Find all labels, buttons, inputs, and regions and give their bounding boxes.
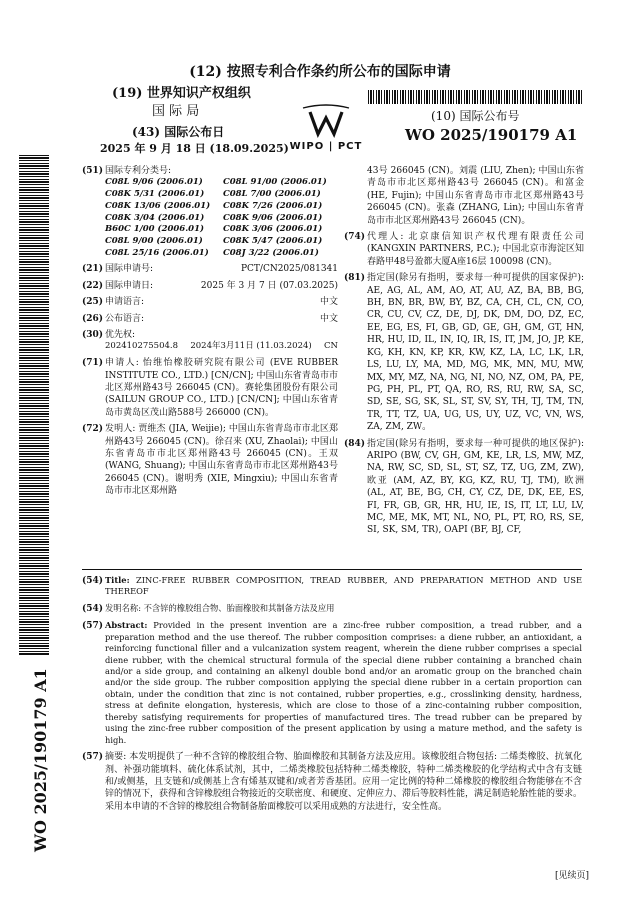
section-code: (51) [82,166,104,176]
org-name: (19) 世界知识产权组织 [112,86,251,101]
continued-note: [见续页] [555,871,590,881]
right-column [344,165,584,541]
priority-date: 2024年3月11日 (11.03.2024) [190,341,312,352]
document-heading: (12) 按照专利合作条约所公布的国际申请 [189,64,451,80]
ipc-code: C08L 7/00 (2006.01) [223,189,321,200]
filing-lang-value: 中文 [319,297,338,308]
applicants-text: 申请人: 怡维怡橡胶研究院有限公司 (EVE RUBBER INSTITUTE CO., LTD.) [CN/CN]; 中国山东省青岛市市北区郑州路43号 266045 (CN)。赛轮集团股份有限公司 (SAILUN GROUP CO., LTD.) [CN/CN]; 中国山东省青岛市黄岛区茂山路588号 266000 (CN)。 [105,358,338,418]
title-en-label: Title: [105,575,130,585]
pub-date: 2025 年 9 月 18 日 (18.09.2025) [100,141,289,155]
ipc-code: C08L 9/06 (2006.01) [105,177,203,188]
app-no-label: 国际申请号: [105,264,154,275]
section-code: (54) [82,603,104,614]
section-code: (54) [82,576,104,586]
abstract-cn-text: 摘要: 本发明提供了一种不含锌的橡胶组合物、胎面橡胶和其制备方法及应用。该橡胶组合物包括: 二烯类橡胶、抗氧化剂、补强功能填料、硫化体系试剂，其中，二烯类橡胶包括特种二烯类橡胶，特种二烯类橡胶的化学结构式中含有支链和/或侧基，且支链和/或侧基上含有烯基双键和/或者芳香基团。应用一定比例的特种二烯橡胶的橡胶组合物能够在不含锌的情况下，获得和含锌橡胶组合物接近的交联密度、和硬度、定伸应力、滞后等胶料性能，满足制造轮胎性能的要求。采用本申请的不含锌的橡胶组合物制备胎面橡胶可以采用成熟的方法进行，安全性高。 [105,752,583,812]
filing-lang-label: 申请语言: [105,297,145,308]
side-barcode [19,155,49,655]
inventors-text: 发明人: 贾维杰 (JIA, Weijie); 中国山东省青岛市市北区郑州路43号 266045 (CN)。徐召来 (XU, Zhaolai); 中国山东省青岛市市北区郑州路43号 266045 (CN)。王双 (WANG, Shuang); 中国山东省青岛市市北区郑州路43号 266045 (CN)。谢明秀 (XIE, Mingxiu); 中国山东省青岛市市北区郑州路 [105,424,338,497]
org-bureau: 国 际 局 [152,103,200,119]
ipc-code-grid [105,177,341,259]
section-code: (57) [82,621,104,632]
pub-date-label: (43) 国际公布日 [132,125,225,139]
filing-date-label: 国际申请日: [105,280,154,291]
ipc-code: C08J 3/22 (2006.01) [223,247,319,258]
divider [82,569,582,570]
agent-text: 代理人: 北京康信知识产权代理有限责任公司 (KANGXIN PARTNERS, P.C.); 中国北京市海淀区知春路甲48号盈都大厦A座16层 100098 (CN)。 [367,232,584,267]
ipc-code: C08K 13/06 (2006.01) [105,200,211,211]
left-column [82,165,338,502]
designated-national-text: 指定国(除另有指明，要求每一种可提供的国家保护): AE, AG, AL, AM, AO, AT, AU, AZ, BA, BB, BG, BH, BN, BR, BW, BY, BZ, CA, CH, CL, CN, CO, CR, CU, CV, CZ, DE, DJ, DK, DM, DO, DZ, EC, EE, EG, ES, FI, GB, GD, GE, GH, GM, GT, HN, HR, HU, ID, IL, IN, IQ, IR, IS, IT, JM, JO, JP, KE, KG, KH, KN, KP, KR, KW, KZ, LA, LC, LK, LR, LS, LU, LY, MA, MD, MG, MK, MN, MU, MW, MX, MY, MZ, NA, NG, NI, NO, NZ, OM, PA, PE, PG, PH, PL, PT, QA, RO, RS, RU, RW, SA, SC, SD, SE, SG, SK, SL, ST, SV, SY, TH, TJ, TM, TN, TR, TT, TZ, UA, UG, US, UY, UZ, VC, VN, WS, ZA, ZM, ZW。 [367,273,584,433]
section-code: (81) [344,273,366,284]
abstract-area [82,575,582,818]
classification-label: 国际专利分类号: [105,166,172,176]
title-cn-text: 发明名称: 不含锌的橡胶组合物、胎面橡胶和其制备方法及应用 [105,602,335,613]
publication-number-block [405,108,577,145]
filing-language-section [82,296,338,308]
inventors-continued-text: 43号 266045 (CN)。刘震 (LIU, Zhen); 中国山东省青岛市市北区郑州路43号 266045 (CN)。和富金 (HE, Fujin); 中国山东省青岛市市北区郑州路43号 266045 (CN)。张森 (ZHANG, Lin); 中国山东省青岛市市北区郑州路43号 266045 (CN)。 [367,166,584,226]
pub-no: WO 2025/190179 A1 [405,125,578,144]
ipc-code: C08L 91/00 (2006.01) [223,177,327,188]
abstract-cn-section [82,751,582,813]
section-code: (72) [82,424,104,435]
section-code: (74) [344,232,366,243]
section-code: (22) [82,280,104,291]
section-code: (30) [82,330,104,341]
designated-regional-section [344,438,584,537]
abstract-en-label: Abstract: [105,620,148,631]
publication-date-block [100,124,289,156]
app-no-value: PCT/CN2025/081341 [240,264,338,275]
section-code: (26) [82,313,104,324]
filing-date-section [82,280,338,292]
section-code: (21) [82,264,104,275]
ipc-code: C08K 7/26 (2006.01) [223,200,323,211]
ipc-code: C08K 9/06 (2006.01) [223,212,323,223]
ipc-code: B60C 1/00 (2006.01) [105,224,205,235]
designated-regional-text: 指定国(除另有指明，要求每一种可提供的地区保护): ARIPO (BW, CV, GH, GM, KE, LR, LS, MW, MZ, NA, RW, SC, SD, SL, ST, SZ, TZ, UG, ZM, ZW), 欧亚 (AM, AZ, BY, KG, KZ, RU, TJ, TM), 欧洲 (AL, AT, BE, BG, CH, CY, CZ, DE, DK, EE, ES, FI, FR, GB, GR, HR, HU, IE, IS, IT, LT, LU, LV, MC, ME, MK, MT, NL, NO, PL, PT, RO, RS, SE, SI, SK, SM, TR), OAPI (BF, BJ, CF, [367,438,584,536]
top-barcode [368,90,583,104]
classification-section [82,165,338,259]
applicants-section [82,357,338,419]
title-en-text: ZINC-FREE RUBBER COMPOSITION, TREAD RUBBER, AND PREPARATION METHOD AND USE THEREOF [105,575,582,597]
application-number-section [82,263,338,275]
section-code: (57) [82,752,104,763]
pub-no-label: (10) 国际公布号 [431,109,520,123]
ipc-code: C08L 25/16 (2006.01) [105,247,209,258]
abstract-en-text: Provided in the present invention are a zinc-free rubber composition, a tread rubber, and a preparation method and the use thereof. The rubber composition comprises: a diene rubber, an antioxidant, a reinforcing functional filler and a vulcanization system reagent, wherein the diene rubber comprises a special diene rubber, with the chemical structural formula of the special diene rubber containing a branched chain and/or a side group, and containing an alkenyl double bond and/or an aromatic group on the branched chain and/or the side group. The rubber composition applying the special diene rubber in a certain proportion can obtain, under the condition that zinc is not contained, rubber properties, e.g., crosslinking density, hardness, stress at definite elongation, hysteresis, which are close to those of a zinc-containing rubber composition, thereby satisfying requirements for properties of manufactured tires. The tread rubber can be prepared by using the zinc-free rubber composition of the present application by using a mature method, and the safety is high. [105,620,582,745]
section-code: (84) [344,438,366,449]
abstract-en-section [82,620,582,746]
priority-label: 优先权: [105,330,136,341]
priority-section [82,329,338,353]
inventors-section [82,423,338,497]
pub-lang-label: 公布语言: [105,313,145,324]
designated-national-section [344,272,584,433]
ipc-code: C08K 5/47 (2006.01) [223,236,323,246]
agent-section [344,231,584,268]
wipo-logo-text: WIPO | PCT [289,141,363,152]
organization-block [112,85,251,121]
ipc-code: C08K 3/06 (2006.01) [223,224,323,235]
ipc-code: C08L 9/00 (2006.01) [105,236,203,246]
wipo-logo [285,104,367,160]
inventors-continued-section [344,165,584,227]
section-code: (25) [82,297,104,308]
priority-number: 202410275504.8 [105,341,179,352]
filing-date-value: 2025 年 3 月 7 日 (07.03.2025) [200,280,338,291]
ipc-code: C08K 5/31 (2006.01) [105,189,205,200]
pub-lang-value: 中文 [319,313,338,324]
side-publication-number: WO 2025/190179 A1 [31,668,50,852]
title-cn-section [82,603,582,615]
ipc-code: C08K 3/04 (2006.01) [105,212,205,223]
title-en-section [82,575,582,598]
section-code: (71) [82,358,104,369]
publication-language-section [82,313,338,325]
priority-country: CN [324,341,338,352]
